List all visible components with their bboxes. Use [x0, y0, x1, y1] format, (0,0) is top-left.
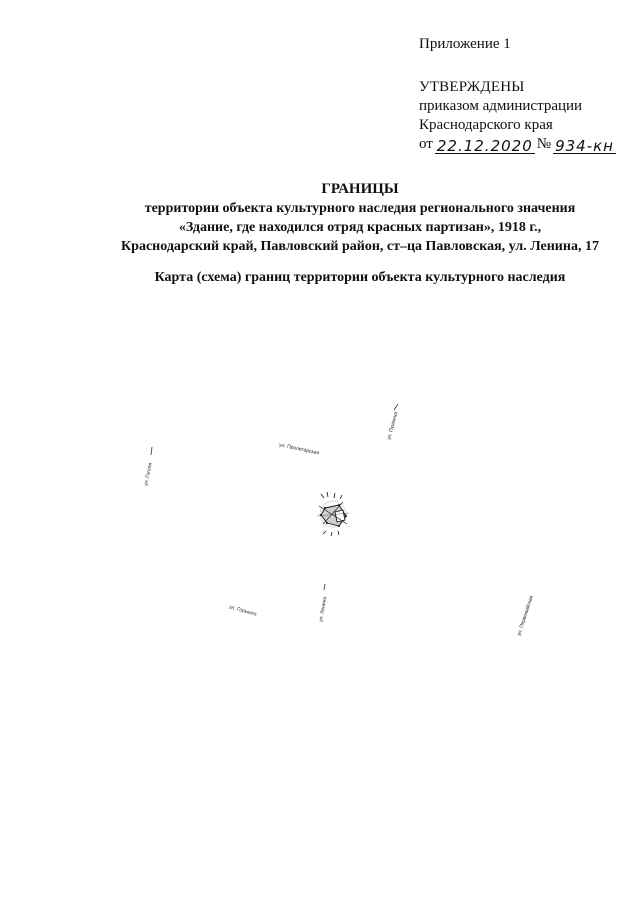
object-boundary-scheme	[317, 492, 349, 536]
title-line-2: «Здание, где находился отряд красных партизан», 1918 г.,	[178, 220, 542, 235]
title-line-3: Краснодарский край, Павловский район, ст–ца Павловская, ул. Ленина, 17	[121, 239, 599, 254]
handwritten-date: 22.12.2020	[436, 137, 533, 155]
svg-text:ул. Горького: ул. Горького	[228, 604, 258, 618]
street-tick	[394, 404, 398, 410]
svg-text:ул. Первомайская: ул. Первомайская	[516, 594, 535, 637]
street-tick	[324, 584, 325, 590]
map-caption: Карта (схема) границ территории объекта культурного наследия	[154, 270, 566, 285]
svg-text:ул. Гоголя: ул. Гоголя	[143, 462, 154, 487]
street-label	[515, 594, 535, 636]
svg-text:ул. Ленина: ул. Ленина	[318, 596, 329, 623]
number-prefix: №	[536, 136, 552, 152]
street-label	[143, 462, 154, 486]
date-prefix: от	[419, 136, 433, 152]
svg-text:ул. Пролетарская: ул. Пролетарская	[278, 442, 320, 457]
appendix-label: Приложение 1	[419, 36, 511, 52]
street-label	[279, 442, 320, 456]
svg-text:ул. Пушкина: ул. Пушкина	[386, 411, 400, 441]
street-label	[318, 596, 328, 622]
title-line-1: территории объекта культурного наследия регионального значения	[144, 201, 576, 216]
handwritten-number: 934-кн	[555, 137, 614, 155]
street-label	[386, 411, 399, 440]
approved-heading: УТВЕРЖДЕНЫ	[419, 79, 525, 95]
order-line-1: приказом администрации	[419, 98, 583, 114]
order-line-2: Краснодарского края	[419, 117, 553, 133]
street-tick	[151, 447, 152, 455]
document-heading: ГРАНИЦЫ	[321, 181, 399, 197]
street-label	[228, 604, 257, 618]
